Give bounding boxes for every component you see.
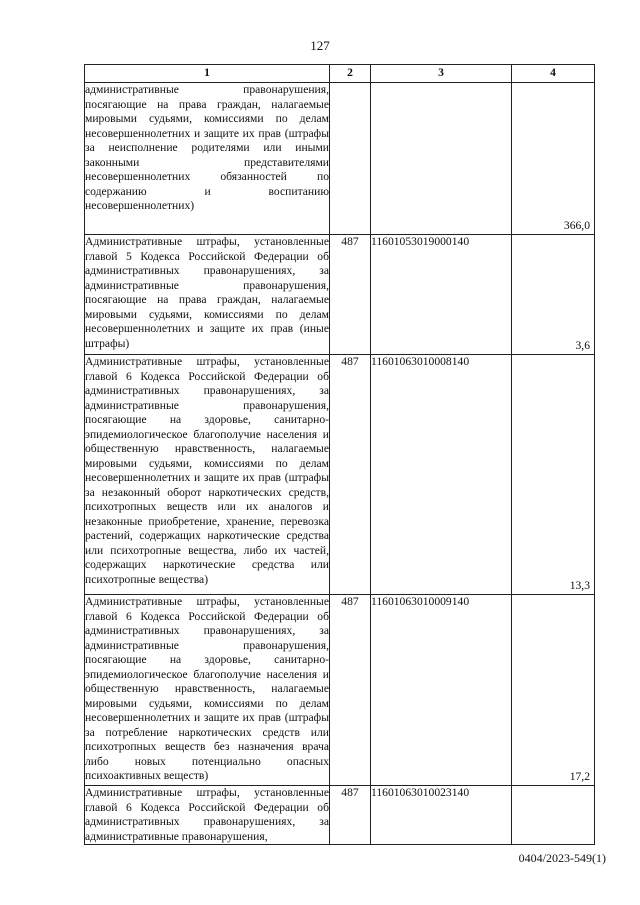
amount-value: 17,2: [569, 769, 590, 783]
page-number: 127: [310, 38, 330, 53]
revenue-description: Административные штрафы, установленные главой 6 Кодекса Российской Федерации об административных правонарушениях, за административные правонарушения, посягающие на здоровье, санитарно-эпидемиологическое благополучие населения и общественную нравственность, налагаемые мировыми судьями, комиссиями по делам несовершеннолетних и защите их прав (штрафы за незаконный оборот наркотических средств, психотропных веществ или их аналогов и незаконные приобретение, хранение, перевозка растений, содержащих наркотические средства или психотропные вещества, либо их частей, содержащих наркотические средства или психотропные вещества): [85, 355, 330, 595]
ministry-code: [330, 83, 371, 235]
column-header: 2: [330, 65, 371, 83]
revenue-code: 11601063010008140: [371, 355, 512, 595]
budget-revenue-table: [84, 64, 595, 845]
document-registration-number: 0404/2023-549(1): [518, 851, 606, 865]
amount-cell: [512, 235, 595, 355]
ministry-code: 487: [330, 786, 371, 845]
column-header: 1: [85, 65, 330, 83]
revenue-description: административные правонарушения, посягающие на права граждан, налагаемые мировыми судьями, комиссиями по делам несовершеннолетних и защите их прав (штрафы за неисполнение родителями или иными законными представителями несовершеннолетних обязанностей по содержанию и воспитанию несовершеннолетних): [85, 83, 330, 235]
revenue-code: 11601063010023140: [371, 786, 512, 845]
revenue-description: Административные штрафы, установленные главой 5 Кодекса Российской Федерации об административных правонарушениях, за административные правонарушения, посягающие на права граждан, налагаемые мировыми судьями, комиссиями по делам несовершеннолетних и защите их прав (иные штрафы): [85, 235, 330, 355]
revenue-description: Административные штрафы, установленные главой 6 Кодекса Российской Федерации об административных правонарушениях, за административные правонарушения,: [85, 786, 329, 843]
amount-cell: [512, 786, 595, 845]
table-row: [85, 355, 595, 595]
amount-value: 3,6: [575, 338, 590, 352]
amount-value: 366,0: [563, 218, 590, 232]
table-row: [85, 83, 595, 235]
table-row: [85, 595, 595, 786]
revenue-code: 11601063010009140: [371, 595, 512, 786]
ministry-code: 487: [330, 595, 371, 786]
ministry-code: 487: [330, 355, 371, 595]
table-row: [85, 786, 595, 845]
amount-value: 13,3: [569, 578, 590, 592]
ministry-code: 487: [330, 235, 371, 355]
amount-cell: [512, 595, 595, 786]
revenue-code: 11601053019000140: [371, 235, 512, 355]
column-header: 3: [371, 65, 512, 83]
revenue-description: Административные штрафы, установленные главой 6 Кодекса Российской Федерации об административных правонарушениях, за административные правонарушения, посягающие на здоровье, санитарно-эпидемиологическое благополучие населения и общественную нравственность, налагаемые мировыми судьями, комиссиями по делам несовершеннолетних и защите их прав (штрафы за потребление наркотических средств или психотропных веществ без назначения врача либо новых потенциально опасных психоактивных веществ): [85, 595, 330, 786]
amount-cell: [512, 83, 595, 235]
amount-cell: [512, 355, 595, 595]
table-row: [85, 235, 595, 355]
column-header: 4: [512, 65, 595, 83]
revenue-code: [371, 83, 512, 235]
table-header-row: [85, 65, 595, 83]
